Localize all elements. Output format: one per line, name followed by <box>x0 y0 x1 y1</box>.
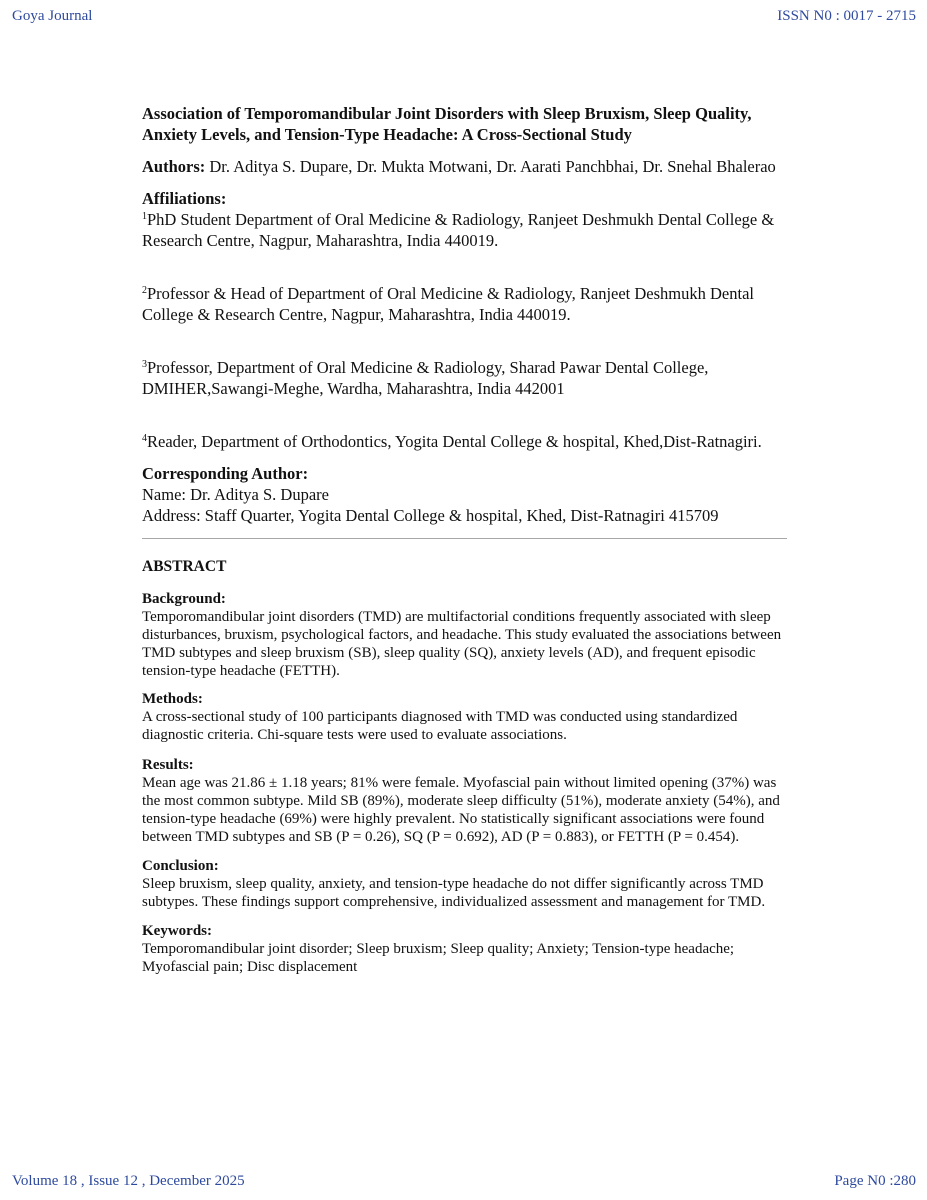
affiliation-mark: 1 <box>142 211 147 222</box>
divider <box>142 538 787 539</box>
paper-title: Association of Temporomandibular Joint Disorders with Sleep Bruxism, Sleep Quality, Anxiety Levels, and Tension-Type Headache: A Cross-Sectional Study <box>142 104 752 144</box>
affiliation-1 <box>142 209 787 251</box>
affiliation-text: Professor, Department of Oral Medicine & Radiology, Sharad Pawar Dental College, DMIHER,Sawangi-Meghe, Wardha, Maharashtra, India 442001 <box>142 358 709 398</box>
keywords-label: Keywords: <box>142 923 212 939</box>
methods-text: A cross-sectional study of 100 participants diagnosed with TMD was conducted using standardized diagnostic criteria. Chi-square tests were used to evaluate associations. <box>142 709 738 743</box>
abstract-title: ABSTRACT <box>142 558 227 575</box>
results-label: Results: <box>142 757 194 773</box>
page-number: Page N0 :280 <box>834 1173 916 1189</box>
authors-list: Dr. Aditya S. Dupare, Dr. Mukta Motwani, Dr. Aarati Panchbhai, Dr. Snehal Bhalerao <box>209 157 776 176</box>
affiliations-label: Affiliations: <box>142 189 227 208</box>
issn: ISSN N0 : 0017 - 2715 <box>777 8 916 24</box>
corresponding-author-address: Address: Staff Quarter, Yogita Dental College & hospital, Khed, Dist-Ratnagiri 415709 <box>142 506 719 525</box>
volume-issue: Volume 18 , Issue 12 , December 2025 <box>12 1173 245 1189</box>
affiliation-2 <box>142 283 787 325</box>
methods-label: Methods: <box>142 691 203 707</box>
affiliation-mark: 3 <box>142 359 147 370</box>
affiliation-text: Reader, Department of Orthodontics, Yogita Dental College & hospital, Khed,Dist-Ratnagiri. <box>147 432 762 451</box>
affiliation-3 <box>142 357 787 399</box>
corresponding-author-label: Corresponding Author: <box>142 464 309 483</box>
affiliation-mark: 2 <box>142 285 147 296</box>
journal-name: Goya Journal <box>12 8 93 24</box>
authors-label: Authors: <box>142 157 206 176</box>
results-text: Mean age was 21.86 ± 1.18 years; 81% were female. Myofascial pain without limited opening (37%) was the most common subtype. Mild SB (89%), moderate sleep difficulty (51%), moderate anxiety (54%), and tension-type headache (69%) were highly prevalent. No statistically significant associations were found between TMD subtypes and SB (P = 0.26), SQ (P = 0.692), AD (P = 0.883), or FETTH (P = 0.454). <box>142 775 780 845</box>
keywords-text: Temporomandibular joint disorder; Sleep bruxism; Sleep quality; Anxiety; Tension-type headache; Myofascial pain; Disc displacement <box>142 941 735 975</box>
affiliation-text: Professor & Head of Department of Oral Medicine & Radiology, Ranjeet Deshmukh Dental College & Research Centre, Nagpur, Maharashtra, India 440019. <box>142 284 754 324</box>
background-label: Background: <box>142 591 226 607</box>
conclusion-text: Sleep bruxism, sleep quality, anxiety, and tension-type headache do not differ significantly across TMD subtypes. These findings support comprehensive, individualized assessment and management for TMD. <box>142 876 766 910</box>
corresponding-author-name: Name: Dr. Aditya S. Dupare <box>142 485 329 504</box>
paper-content <box>142 103 787 976</box>
authors <box>142 156 787 177</box>
conclusion-label: Conclusion: <box>142 858 219 874</box>
affiliation-text: PhD Student Department of Oral Medicine & Radiology, Ranjeet Deshmukh Dental College & Research Centre, Nagpur, Maharashtra, India 440019. <box>142 210 775 250</box>
affiliation-4 <box>142 431 787 452</box>
affiliation-mark: 4 <box>142 433 147 444</box>
background-text: Temporomandibular joint disorders (TMD) are multifactorial conditions frequently associated with sleep disturbances, bruxism, psychological factors, and headache. This study evaluated the associations between TMD subtypes and sleep bruxism (SB), sleep quality (SQ), anxiety levels (AD), and frequent episodic tension-type headache (FETTH). <box>142 609 782 679</box>
